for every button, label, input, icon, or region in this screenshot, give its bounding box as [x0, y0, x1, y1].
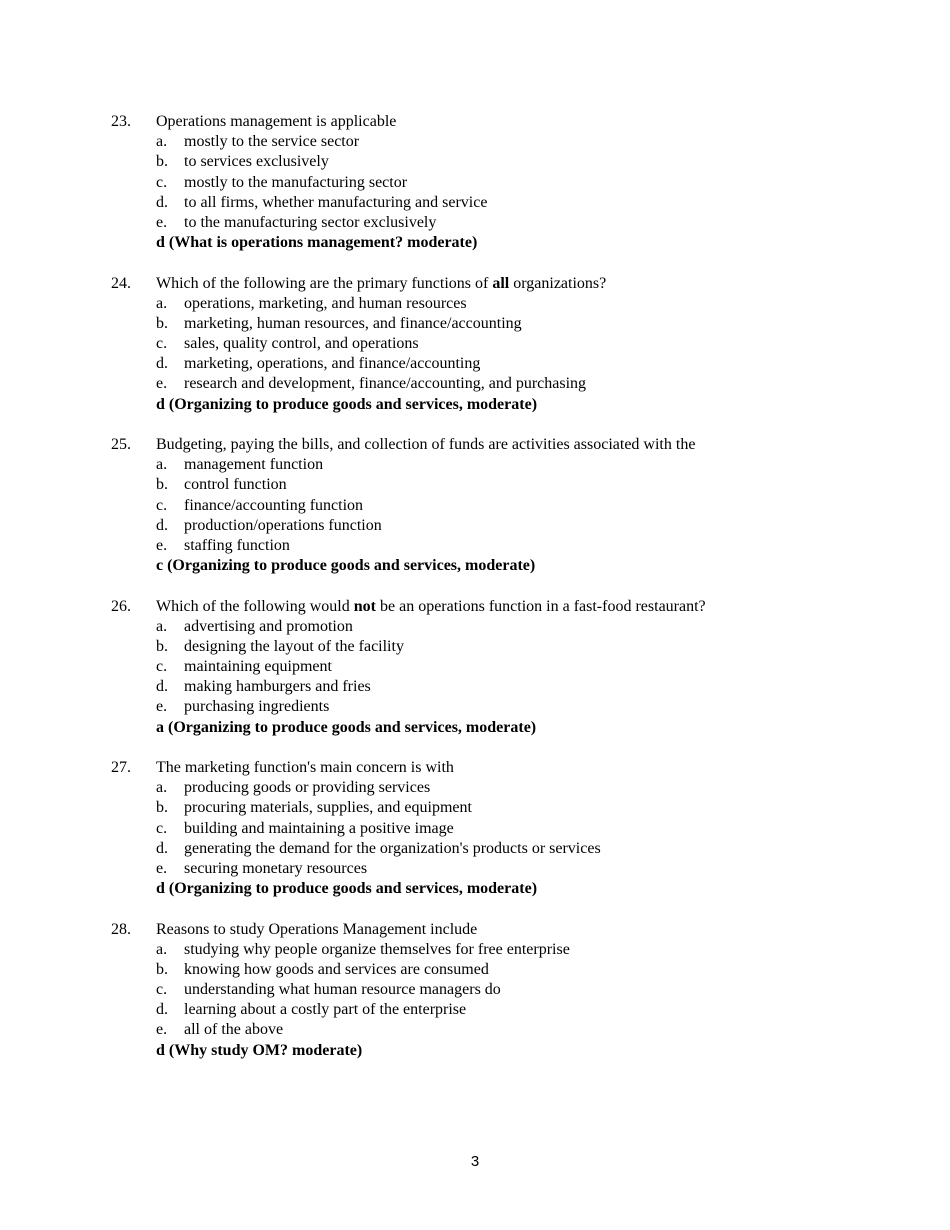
- question-text-part: Which of the following are the primary functions of: [156, 274, 493, 292]
- answer-option: [111, 132, 911, 152]
- option-letter: c.: [156, 819, 168, 837]
- question-stem: [111, 920, 911, 940]
- option-letter: c.: [156, 658, 168, 676]
- option-text: generating the demand for the organization's products or services: [184, 839, 601, 857]
- option-text: control function: [184, 476, 287, 494]
- question-number: 25.: [111, 436, 131, 453]
- answer-key: c (Organizing to produce goods and services, moderate): [156, 557, 536, 575]
- option-text: procuring materials, supplies, and equipment: [184, 799, 472, 817]
- option-letter: d.: [156, 516, 168, 534]
- option-letter: a.: [156, 133, 168, 151]
- answer-option: [111, 314, 911, 334]
- answer-option: [111, 637, 911, 657]
- option-letter: a.: [156, 940, 168, 958]
- option-letter: e.: [156, 698, 168, 716]
- answer-option: [111, 152, 911, 172]
- answer-option: [111, 516, 911, 536]
- question-number: 24.: [111, 274, 131, 292]
- option-text: advertising and promotion: [184, 617, 353, 635]
- question-text: [156, 274, 606, 294]
- option-letter: d.: [156, 1001, 168, 1019]
- option-letter: c.: [156, 496, 168, 514]
- question-stem: [111, 112, 911, 132]
- option-letter: b.: [156, 314, 168, 332]
- question-block: [111, 758, 911, 899]
- option-text: mostly to the service sector: [184, 133, 360, 151]
- option-letter: b.: [156, 476, 168, 494]
- question-stem: [111, 597, 911, 617]
- answer-option: [111, 798, 911, 818]
- option-text: producing goods or providing services: [184, 779, 431, 797]
- question-block: [111, 274, 911, 415]
- question-text: [156, 758, 454, 778]
- answer-option: [111, 980, 911, 1000]
- option-letter: b.: [156, 153, 168, 171]
- answer-option: [111, 839, 911, 859]
- option-text: making hamburgers and fries: [184, 678, 371, 696]
- option-letter: e.: [156, 859, 168, 877]
- question-text-part: Which of the following would: [156, 597, 354, 615]
- answer-option: [111, 536, 911, 556]
- option-text: finance/accounting function: [184, 496, 364, 514]
- option-letter: e.: [156, 213, 168, 231]
- option-text: to services exclusively: [184, 153, 329, 171]
- option-text: operations, marketing, and human resources: [184, 294, 467, 312]
- question-text-part: Budgeting, paying the bills, and collection of funds are activities associated with the: [156, 436, 696, 453]
- option-text: studying why people organize themselves for free enterprise: [184, 940, 570, 958]
- answer-option: [111, 334, 911, 354]
- option-text: learning about a costly part of the enterprise: [184, 1001, 467, 1019]
- option-text: understanding what human resource managers do: [184, 981, 501, 999]
- question-block: [111, 435, 911, 576]
- question-stem: [111, 758, 911, 778]
- page-number: 3: [470, 1153, 480, 1170]
- option-text: production/operations function: [184, 516, 382, 534]
- option-letter: d.: [156, 678, 168, 696]
- question-block: [111, 597, 911, 738]
- option-letter: a.: [156, 294, 168, 312]
- option-text: to all firms, whether manufacturing and service: [184, 193, 488, 211]
- answer-option: [111, 697, 911, 717]
- option-letter: e.: [156, 1021, 168, 1039]
- answer-option: [111, 940, 911, 960]
- answer-key: d (Why study OM? moderate): [156, 1041, 363, 1059]
- option-text: marketing, operations, and finance/accounting: [184, 355, 481, 373]
- option-letter: b.: [156, 637, 168, 655]
- option-text: all of the above: [184, 1021, 284, 1039]
- question-number: 23.: [111, 113, 131, 130]
- question-text-part: be an operations function in a fast-food restaurant?: [375, 597, 706, 615]
- answer-option: [111, 294, 911, 314]
- question-text: [156, 112, 396, 132]
- answer-option: [111, 213, 911, 233]
- answer-option: [111, 778, 911, 798]
- answer-option: [111, 677, 911, 697]
- answer-option: [111, 617, 911, 637]
- question-text: [156, 920, 477, 940]
- option-text: knowing how goods and services are consumed: [184, 960, 489, 978]
- question-text: [156, 597, 706, 617]
- answer-option: [111, 960, 911, 980]
- question-number: 26.: [111, 597, 131, 615]
- option-letter: a.: [156, 456, 168, 474]
- question-emphasis: all: [492, 274, 510, 292]
- question-text-part: The marketing function's main concern is with: [156, 759, 454, 776]
- answer-option: [111, 475, 911, 495]
- option-letter: c.: [156, 335, 168, 353]
- question-stem: [111, 274, 911, 294]
- question-stem: [111, 435, 911, 455]
- answer-option: [111, 354, 911, 374]
- answer-option: [111, 657, 911, 677]
- answer-option: [111, 859, 911, 879]
- answer-key: d (Organizing to produce goods and services, moderate): [156, 395, 538, 413]
- option-text: mostly to the manufacturing sector: [184, 173, 408, 191]
- option-text: marketing, human resources, and finance/accounting: [184, 314, 522, 332]
- question-text: [156, 435, 695, 455]
- option-letter: a.: [156, 779, 168, 797]
- question-text-part: organizations?: [509, 274, 607, 292]
- option-text: to the manufacturing sector exclusively: [184, 213, 437, 231]
- option-text: maintaining equipment: [184, 658, 332, 676]
- answer-option: [111, 173, 911, 193]
- option-text: management function: [184, 456, 324, 474]
- answer-key: a (Organizing to produce goods and services, moderate): [156, 718, 537, 736]
- answer-option: [111, 496, 911, 516]
- option-text: building and maintaining a positive image: [184, 819, 454, 837]
- answer-option: [111, 374, 911, 394]
- option-text: securing monetary resources: [184, 859, 368, 877]
- question-list: [111, 112, 911, 1081]
- answer-option: [111, 1000, 911, 1020]
- answer-option: [111, 819, 911, 839]
- option-text: designing the layout of the facility: [184, 637, 404, 655]
- option-text: purchasing ingredients: [184, 698, 330, 716]
- question-block: [111, 112, 911, 253]
- option-letter: e.: [156, 536, 168, 554]
- option-letter: e.: [156, 375, 168, 393]
- answer-option: [111, 193, 911, 213]
- option-letter: c.: [156, 981, 168, 999]
- answer-option: [111, 455, 911, 475]
- option-text: sales, quality control, and operations: [184, 335, 419, 353]
- option-text: research and development, finance/accounting, and purchasing: [184, 375, 587, 393]
- option-letter: b.: [156, 799, 168, 817]
- option-text: staffing function: [184, 536, 290, 554]
- question-emphasis: not: [353, 597, 376, 615]
- question-number: 27.: [111, 759, 131, 776]
- option-letter: d.: [156, 193, 168, 211]
- question-number: 28.: [111, 920, 131, 938]
- option-letter: c.: [156, 173, 168, 191]
- answer-key: d (What is operations management? moderate): [156, 234, 478, 252]
- option-letter: d.: [156, 355, 168, 373]
- option-letter: d.: [156, 839, 168, 857]
- question-text-part: Reasons to study Operations Management include: [156, 920, 478, 938]
- answer-option: [111, 1020, 911, 1040]
- option-letter: a.: [156, 617, 168, 635]
- question-block: [111, 920, 911, 1061]
- answer-key: d (Organizing to produce goods and services, moderate): [156, 880, 538, 898]
- option-letter: b.: [156, 960, 168, 978]
- question-text-part: Operations management is applicable: [156, 113, 397, 130]
